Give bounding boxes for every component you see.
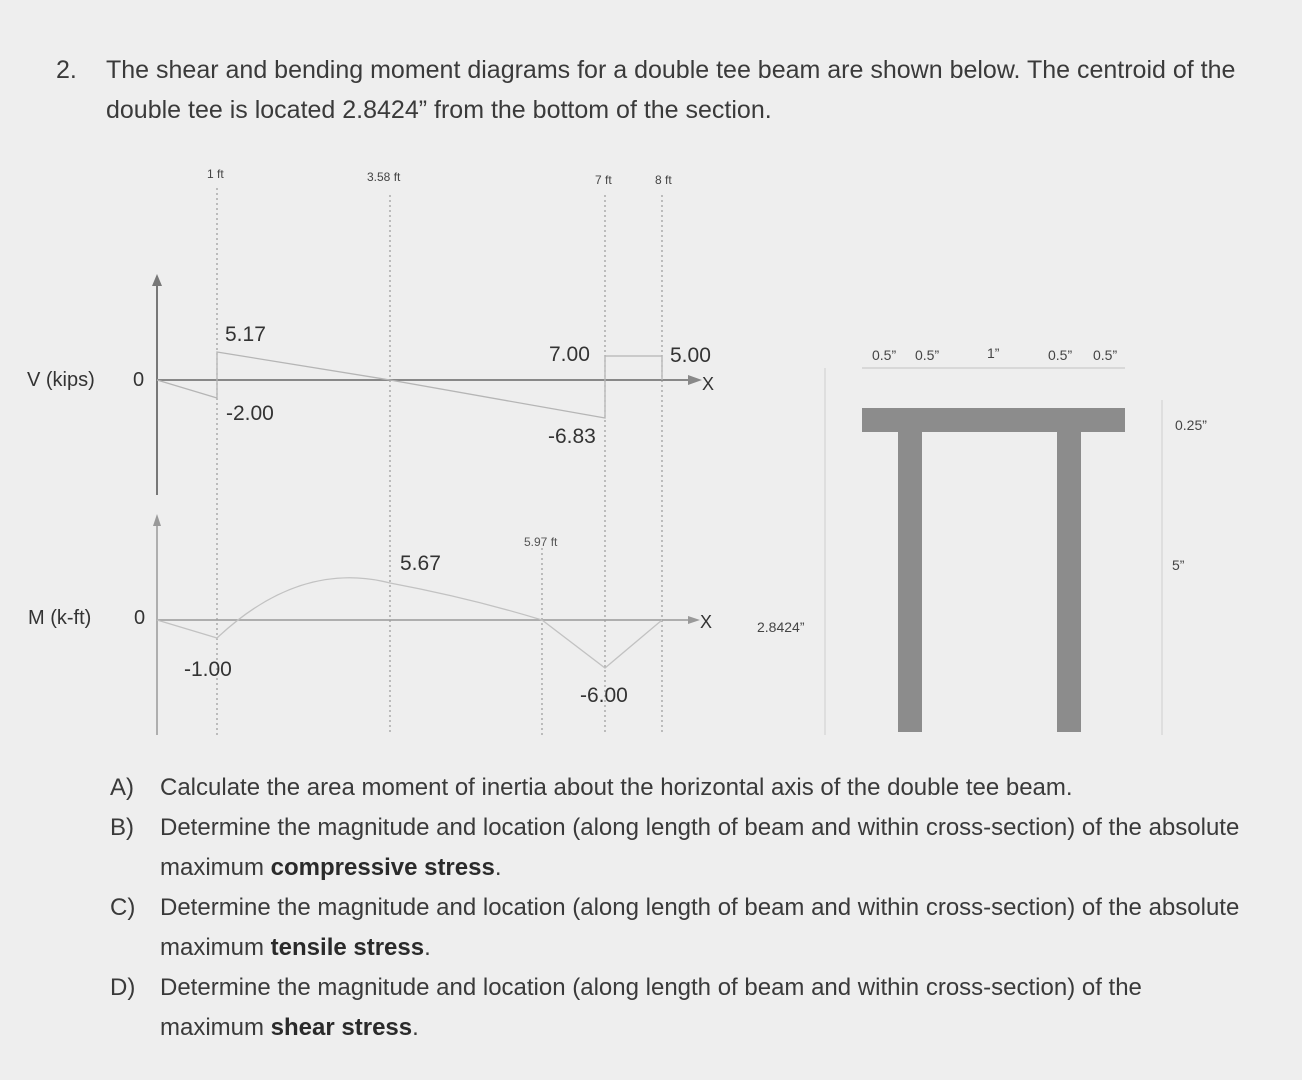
shear-axis-label: V (kips) — [27, 369, 95, 391]
moment-x-arrow-icon — [688, 616, 700, 624]
problem-number: 2. — [56, 56, 77, 84]
moment-zero-label: 0 — [134, 607, 146, 629]
question-emphasis: compressive stress — [270, 854, 495, 881]
top-dimension-labels — [872, 345, 1117, 363]
position-label-8ft: 8 ft — [655, 173, 672, 187]
question-item — [110, 968, 1240, 1048]
section-web-left — [898, 430, 922, 732]
section-flange — [862, 408, 1125, 432]
top-dimension-label: 0.5” — [1093, 347, 1118, 363]
question-list — [110, 768, 1240, 1048]
question-letter: C) — [110, 894, 136, 921]
double-tee-section — [757, 345, 1207, 735]
shear-value-label: 7.00 — [549, 343, 590, 366]
beam-figure — [0, 150, 1302, 750]
section-web-right — [1057, 430, 1081, 732]
position-guide-lines — [217, 188, 662, 735]
question-letter: B) — [110, 814, 134, 841]
question-text: Calculate the area moment of inertia about the horizontal axis of the double tee beam. — [160, 774, 1073, 801]
moment-axis-arrow-icon — [153, 514, 161, 526]
section-height-label: 5” — [1172, 557, 1185, 573]
position-labels — [207, 167, 672, 187]
moment-value-label: 5.67 — [400, 552, 441, 575]
shear-value-label: 5.00 — [670, 344, 711, 367]
question-tail: . — [494, 854, 502, 881]
flange-thickness-label: 0.25” — [1175, 417, 1207, 433]
question-emphasis: shear stress — [270, 1014, 413, 1041]
position-label-7ft: 7 ft — [595, 173, 612, 187]
shear-axis-arrow-icon — [152, 274, 162, 286]
shear-curve-left — [157, 380, 217, 398]
question-emphasis: tensile stress — [270, 934, 425, 961]
moment-x-label: X — [700, 612, 713, 632]
shear-x-arrow-icon — [688, 375, 702, 385]
shear-diagram — [27, 274, 714, 495]
question-text: Determine the magnitude and location (along length of beam and within cross-section) of the maximum — [160, 974, 1142, 1041]
shear-curve-mid — [217, 352, 605, 418]
shear-zero-label: 0 — [133, 369, 145, 391]
question-letter: A) — [110, 774, 134, 801]
question-item — [110, 888, 1240, 968]
top-dimension-label: 0.5” — [872, 347, 897, 363]
question-text: Determine the magnitude and location (along length of beam and within cross-section) of the absolute maximum — [160, 814, 1240, 881]
question-item — [110, 808, 1240, 888]
shear-value-label: -2.00 — [226, 402, 274, 425]
shear-value-label: -6.83 — [548, 425, 596, 448]
shear-x-label: X — [702, 374, 715, 394]
question-item — [110, 768, 1240, 808]
centroid-label: 2.8424” — [757, 619, 805, 635]
moment-value-label: -6.00 — [580, 684, 628, 707]
position-label-3-58ft: 3.58 ft — [367, 170, 401, 184]
question-letter: D) — [110, 974, 136, 1001]
question-text: Determine the magnitude and location (along length of beam and within cross-section) of the absolute maximum — [160, 894, 1240, 961]
position-label-1ft: 1 ft — [207, 167, 224, 181]
top-dimension-label: 0.5” — [1048, 347, 1073, 363]
moment-max-location-label: 5.97 ft — [524, 535, 558, 549]
top-dimension-label: 0.5” — [915, 347, 940, 363]
moment-diagram — [28, 514, 712, 735]
moment-axis-label: M (k-ft) — [28, 607, 92, 629]
question-tail: . — [412, 1014, 419, 1041]
question-tail: . — [424, 934, 431, 961]
moment-curve — [157, 578, 662, 668]
shear-curve-right — [605, 356, 662, 380]
top-dimension-label: 1” — [987, 345, 1000, 361]
moment-value-label: -1.00 — [184, 658, 232, 681]
problem-text: The shear and bending moment diagrams for a double tee beam are shown below. The centroid of the double tee is located 2.8424” from the bottom of the section. — [106, 56, 1236, 124]
shear-value-label: 5.17 — [225, 323, 266, 346]
